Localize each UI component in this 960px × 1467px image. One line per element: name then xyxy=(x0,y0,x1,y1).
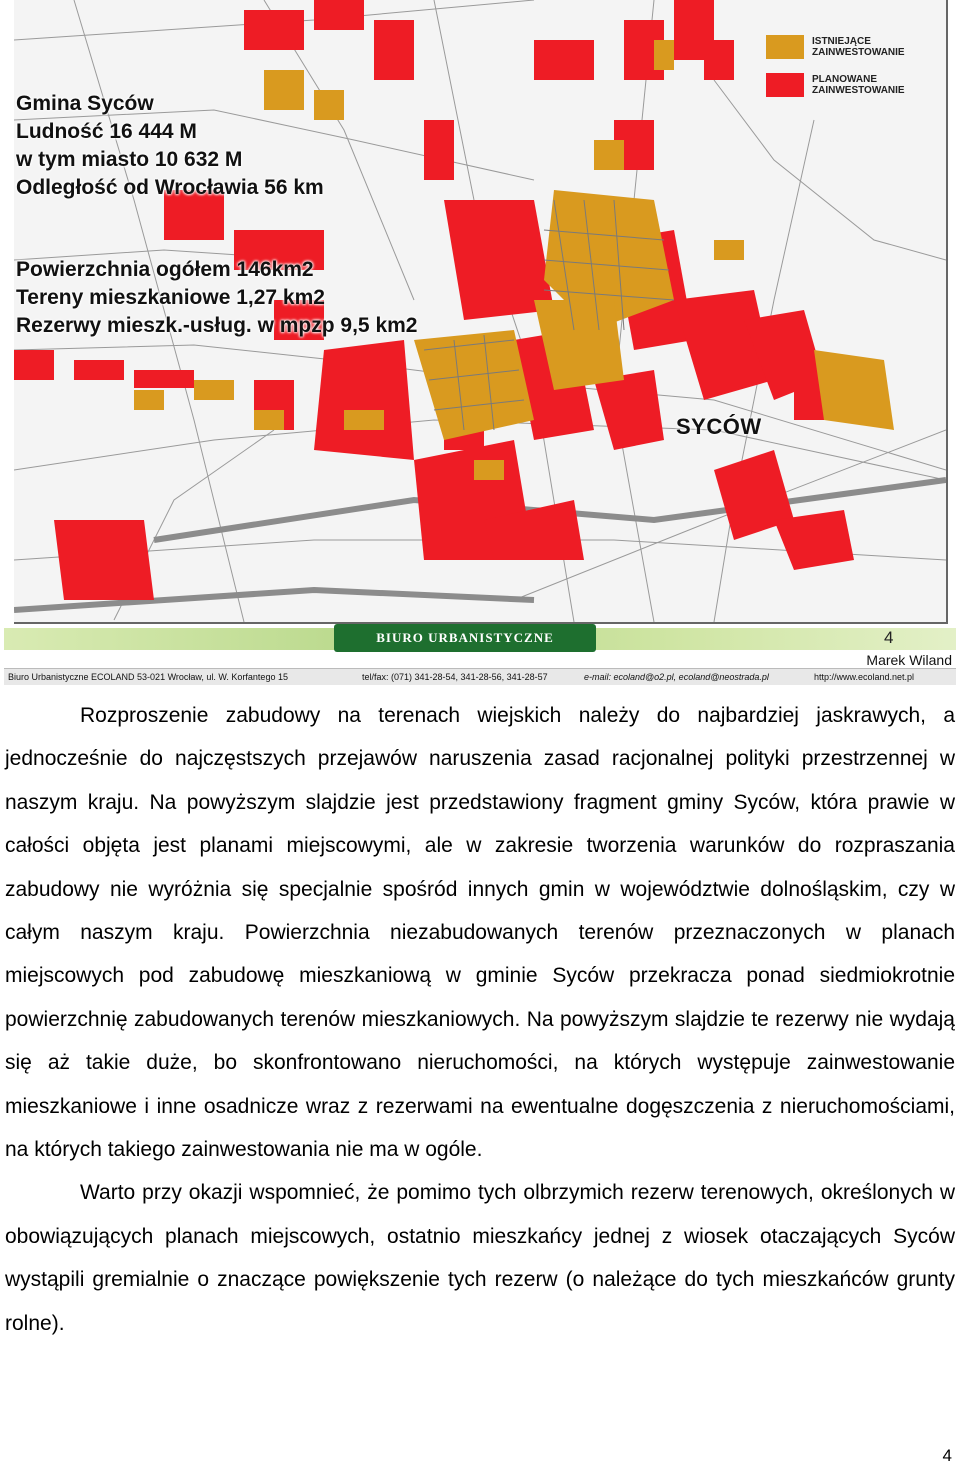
info-line: Ludność 16 444 M xyxy=(16,120,197,143)
body-text xyxy=(5,694,955,1345)
legend-item-existing xyxy=(766,32,948,62)
paragraph: Warto przy okazji wspomnieć, że pomimo tych olbrzymich rezerw terenowych, określonych w obowiązujących planach miejscowych, ostatnio mieszkańcy jednej z wiosek otaczających Syców wystąpili gremialnie o znaczące powiększenie tych rezerw (o należące do tych mieszkańców grunty rolne). xyxy=(5,1181,955,1335)
legend-swatch xyxy=(766,73,804,97)
company-logo xyxy=(334,624,596,652)
map-legend xyxy=(766,32,948,108)
slide-number: 4 xyxy=(884,628,894,647)
contact-phone: tel/fax: (071) 341-28-54, 341-28-56, 341-28-57 xyxy=(362,672,548,682)
municipality-info xyxy=(16,90,324,202)
page-number: 4 xyxy=(942,1446,952,1465)
info-line: Rezerwy mieszk.-usług. w mpzp 9,5 km2 xyxy=(16,314,418,337)
legend-label: ISTNIEJĄCE ZAINWESTOWANIE xyxy=(812,36,905,58)
area-info xyxy=(16,256,417,340)
paragraph: Rozproszenie zabudowy na terenach wiejskich należy do najbardziej jaskrawych, a jednocześnie do najczęstszych przejawów naruszenia zasad racjonalnej polityki przestrzennej w naszym kraju. Na powyższym slajdzie jest przedstawiony fragment gminy Syców, która prawie w całości objęta jest planami miejscowymi, ale w zakresie tworzenia warunków do rozpraszania zabudowy nie wyróżnia się specjalnie spośród innych gmin w województwie dolnośląskim, czy w całym naszym kraju. Powierzchnia niezabudowanych terenów przeznaczonych w planach miejscowych pod zabudowę mieszkaniową w gminie Syców przekracza ponad siedmiokrotnie powierzchnię zabudowanych terenów mieszkaniowych. Na powyższym slajdzie te rezerwy nie wydają się aż takie duże, bo skonfrontowano nieruchomości, na których występuje zainwestowanie mieszkaniowe i inne osadnicze wraz z rezerwami na ewentualne dogęszczenia z nieruchomościami, na których takiego zainwestowania nie ma w ogóle. xyxy=(5,704,955,1162)
info-line: w tym miasto 10 632 M xyxy=(16,148,243,171)
slide-footer xyxy=(4,628,956,684)
legend-label: PLANOWANE ZAINWESTOWANIE xyxy=(812,74,905,96)
info-line: Powierzchnia ogółem 146km2 xyxy=(16,258,314,281)
contact-email: e-mail: ecoland@o2.pl, ecoland@neostrada.pl xyxy=(584,672,769,682)
info-line: Gmina Syców xyxy=(16,92,154,115)
contact-address: Biuro Urbanistyczne ECOLAND 53-021 Wrocław, ul. W. Korfantego 15 xyxy=(8,672,288,682)
legend-swatch xyxy=(766,35,804,59)
land-use-map xyxy=(14,0,948,624)
legend-item-planned xyxy=(766,70,948,100)
contact-web: http://www.ecoland.net.pl xyxy=(814,672,915,682)
info-line: Odległość od Wrocławia 56 km xyxy=(16,176,324,199)
author-name: Marek Wiland xyxy=(866,652,952,668)
town-label: SYCÓW xyxy=(676,414,762,439)
presentation-slide xyxy=(4,0,956,688)
logo-text: BIURO URBANISTYCZNE xyxy=(376,630,554,645)
contact-bar xyxy=(4,668,956,685)
info-line: Tereny mieszkaniowe 1,27 km2 xyxy=(16,286,325,309)
